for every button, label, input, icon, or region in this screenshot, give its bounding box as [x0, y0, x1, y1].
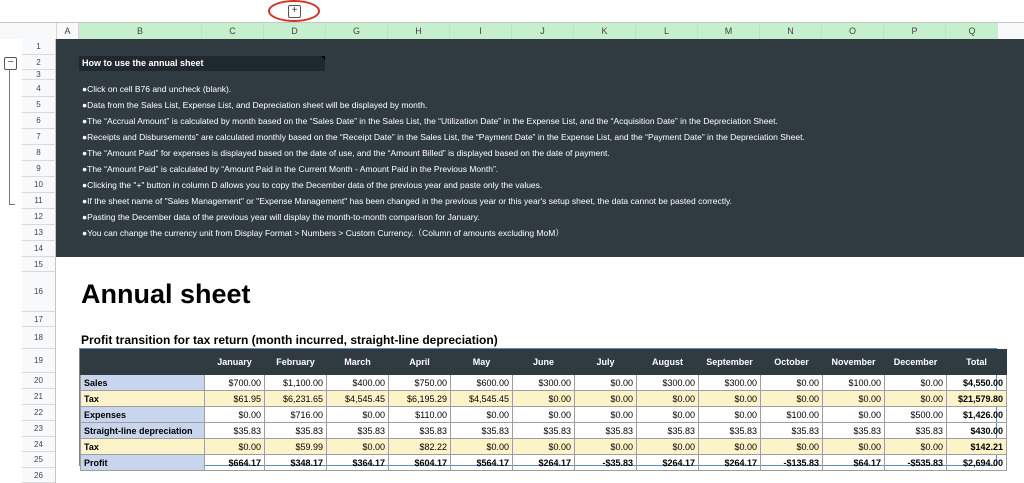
- table-cell[interactable]: $300.00: [699, 375, 761, 391]
- table-cell[interactable]: $0.00: [575, 407, 637, 423]
- group-bracket: [9, 69, 10, 204]
- table-cell[interactable]: $100.00: [761, 407, 823, 423]
- column-header-a[interactable]: A: [56, 23, 78, 39]
- table-cell[interactable]: $0.00: [637, 439, 699, 455]
- table-cell[interactable]: $600.00: [451, 375, 513, 391]
- table-cell[interactable]: $400.00: [327, 375, 389, 391]
- column-header-p[interactable]: P: [883, 23, 945, 39]
- table-row: [81, 423, 1007, 439]
- table-cell[interactable]: $0.00: [575, 439, 637, 455]
- table-cell[interactable]: $35.83: [761, 423, 823, 439]
- row-header-11[interactable]: 11: [22, 193, 55, 209]
- group-bracket-end: [9, 204, 15, 205]
- table-row: [81, 455, 1007, 471]
- column-header-l[interactable]: L: [635, 23, 697, 39]
- header-july: July: [575, 350, 637, 375]
- row-header-22[interactable]: 22: [22, 405, 55, 421]
- table-cell[interactable]: $0.00: [761, 439, 823, 455]
- row-header-4[interactable]: 4: [22, 80, 55, 97]
- table-cell[interactable]: $0.00: [451, 407, 513, 423]
- table-row: [81, 407, 1007, 423]
- column-header-i[interactable]: I: [449, 23, 511, 39]
- header-february: February: [265, 350, 327, 375]
- table-cell[interactable]: $6,195.29: [389, 391, 451, 407]
- row-header-15[interactable]: 15: [22, 257, 55, 272]
- row-label[interactable]: Profit: [81, 455, 205, 471]
- table-cell[interactable]: $0.00: [451, 439, 513, 455]
- header-march: March: [327, 350, 389, 375]
- expand-group-button[interactable]: +: [288, 5, 301, 18]
- header-october: October: [761, 350, 823, 375]
- table-cell[interactable]: $35.83: [389, 423, 451, 439]
- row-header-26[interactable]: 26: [22, 468, 55, 483]
- header-april: April: [389, 350, 451, 375]
- instruction-line: ●If the sheet name of "Sales Management" or "Expense Management" has been changed in the previous year or this year's setup sheet, the data cannot be pasted correctly.: [82, 196, 732, 206]
- column-header-h[interactable]: H: [387, 23, 449, 39]
- instruction-line: ●Data from the Sales List, Expense List, and Depreciation sheet will be displayed by month.: [82, 100, 428, 110]
- table-cell[interactable]: $59.99: [265, 439, 327, 455]
- row-header-8[interactable]: 8: [22, 145, 55, 161]
- row-label[interactable]: Expenses: [81, 407, 205, 423]
- table-cell[interactable]: $430.00: [947, 423, 1007, 439]
- table-cell[interactable]: $0.00: [575, 391, 637, 407]
- column-header-j[interactable]: J: [511, 23, 573, 39]
- header-september: September: [699, 350, 761, 375]
- table-cell[interactable]: $35.83: [513, 423, 575, 439]
- table-cell[interactable]: $604.17: [389, 455, 451, 471]
- table-cell[interactable]: $300.00: [637, 375, 699, 391]
- table-cell[interactable]: $142.21: [947, 439, 1007, 455]
- row-header-23[interactable]: 23: [22, 421, 55, 437]
- row-label[interactable]: Tax: [81, 439, 205, 455]
- table-cell[interactable]: $664.17: [205, 455, 265, 471]
- table-cell[interactable]: $264.17: [637, 455, 699, 471]
- column-header-k[interactable]: K: [573, 23, 635, 39]
- table-cell[interactable]: $61.95: [205, 391, 265, 407]
- note-indicator: [321, 56, 325, 60]
- table-cell[interactable]: $35.83: [265, 423, 327, 439]
- row-group-gutter: [0, 39, 22, 483]
- table-cell[interactable]: $1,426.00: [947, 407, 1007, 423]
- profit-table: [80, 349, 1007, 471]
- column-header-n[interactable]: N: [759, 23, 821, 39]
- table-row: [81, 439, 1007, 455]
- table-cell[interactable]: $0.00: [513, 439, 575, 455]
- row-header-16[interactable]: 16: [22, 272, 55, 312]
- table-cell[interactable]: $0.00: [637, 391, 699, 407]
- table-cell[interactable]: $35.83: [451, 423, 513, 439]
- table-cell[interactable]: $0.00: [575, 375, 637, 391]
- row-header-19[interactable]: 19: [22, 349, 55, 373]
- header-december: December: [885, 350, 947, 375]
- table-cell[interactable]: $0.00: [699, 439, 761, 455]
- table-cell[interactable]: $35.83: [885, 423, 947, 439]
- row-header-10[interactable]: 10: [22, 177, 55, 193]
- header-august: August: [637, 350, 699, 375]
- column-header-d[interactable]: D: [263, 23, 325, 39]
- table-cell[interactable]: $264.17: [513, 455, 575, 471]
- table-cell[interactable]: $35.83: [699, 423, 761, 439]
- table-cell[interactable]: $82.22: [389, 439, 451, 455]
- toolbar-strip: [0, 0, 1024, 22]
- row-header-1[interactable]: 1: [22, 39, 55, 55]
- table-cell[interactable]: $35.83: [327, 423, 389, 439]
- row-header-2[interactable]: 2: [22, 55, 55, 70]
- row-header-12[interactable]: 12: [22, 209, 55, 225]
- table-cell[interactable]: $0.00: [761, 391, 823, 407]
- table-cell[interactable]: $6,231.65: [265, 391, 327, 407]
- table-cell[interactable]: $0.00: [513, 407, 575, 423]
- instruction-line: ●The “Accrual Amount” is calculated by month based on the “Sales Date” in the Sales List, the “Utilization Date” in the Expense List, and the “Acquisition Date” in the Depreciation Sheet.: [82, 116, 778, 126]
- table-cell[interactable]: $716.00: [265, 407, 327, 423]
- table-cell[interactable]: $110.00: [389, 407, 451, 423]
- row-header-18[interactable]: 18: [22, 327, 55, 349]
- table-cell[interactable]: $4,545.45: [451, 391, 513, 407]
- header-november: November: [823, 350, 885, 375]
- table-cell[interactable]: $4,545.45: [327, 391, 389, 407]
- table-row: [81, 391, 1007, 407]
- table-cell[interactable]: $64.17: [823, 455, 885, 471]
- row-header-25[interactable]: 25: [22, 452, 55, 468]
- table-cell[interactable]: $0.00: [205, 407, 265, 423]
- table-cell[interactable]: $21,579.80: [947, 391, 1007, 407]
- table-cell[interactable]: $300.00: [513, 375, 575, 391]
- table-cell[interactable]: $0.00: [699, 391, 761, 407]
- table-cell[interactable]: $700.00: [205, 375, 265, 391]
- table-cell[interactable]: $0.00: [885, 439, 947, 455]
- row-header-9[interactable]: 9: [22, 161, 55, 177]
- table-cell[interactable]: $750.00: [389, 375, 451, 391]
- table-cell[interactable]: $35.83: [205, 423, 265, 439]
- table-cell[interactable]: $0.00: [823, 439, 885, 455]
- header-total: Total: [947, 350, 1007, 375]
- table-cell[interactable]: $0.00: [885, 375, 947, 391]
- table-cell[interactable]: $0.00: [699, 407, 761, 423]
- collapse-group-button[interactable]: −: [4, 57, 17, 70]
- instruction-line: ●The “Amount Paid” is calculated by “Amount Paid in the Current Month - Amount Paid in the Previous Month”.: [82, 164, 499, 174]
- table-cell[interactable]: $35.83: [637, 423, 699, 439]
- row-header-6[interactable]: 6: [22, 113, 55, 129]
- row-header-13[interactable]: 13: [22, 225, 55, 241]
- instruction-line: ●Clicking the "+" button in column D allows you to copy the December data of the previous year and paste only the values.: [82, 180, 543, 190]
- table-cell[interactable]: $364.17: [327, 455, 389, 471]
- instruction-line: ●You can change the currency unit from Display Format > Numbers > Custom Currency.（Column of amounts excluding MoM）: [82, 228, 564, 238]
- column-header-o[interactable]: O: [821, 23, 883, 39]
- table-cell[interactable]: $35.83: [575, 423, 637, 439]
- header-january: January: [205, 350, 265, 375]
- table-cell[interactable]: $264.17: [699, 455, 761, 471]
- table-cell[interactable]: $0.00: [823, 407, 885, 423]
- page-title: Annual sheet: [81, 279, 251, 309]
- instruction-line: ●Pasting the December data of the previous year will display the month-to-month comparison for January.: [82, 212, 480, 222]
- table-cell[interactable]: $0.00: [327, 439, 389, 455]
- row-header-20[interactable]: 20: [22, 373, 55, 389]
- table-cell[interactable]: $2,694.00: [947, 455, 1007, 471]
- header-blank: [81, 350, 205, 375]
- table-cell[interactable]: $564.17: [451, 455, 513, 471]
- howto-heading[interactable]: How to use the annual sheet: [79, 56, 325, 71]
- header-june: June: [513, 350, 575, 375]
- table-cell[interactable]: -$135.83: [761, 455, 823, 471]
- row-header-14[interactable]: 14: [22, 241, 55, 257]
- table-cell[interactable]: -$35.83: [575, 455, 637, 471]
- table-cell[interactable]: $0.00: [513, 391, 575, 407]
- table-header-row: [81, 350, 1007, 375]
- table-row: [81, 375, 1007, 391]
- header-may: May: [451, 350, 513, 375]
- table-cell[interactable]: $500.00: [885, 407, 947, 423]
- row-header-24[interactable]: 24: [22, 437, 55, 452]
- table-subtitle: Profit transition for tax return (month incurred, straight-line depreciation): [81, 333, 498, 347]
- table-cell[interactable]: $35.83: [823, 423, 885, 439]
- instruction-line: ●Click on cell B76 and uncheck (blank).: [82, 84, 232, 94]
- table-cell[interactable]: $4,550.00: [947, 375, 1007, 391]
- column-header-g[interactable]: G: [325, 23, 387, 39]
- row-header-3[interactable]: 3: [22, 70, 55, 80]
- column-header-m[interactable]: M: [697, 23, 759, 39]
- instruction-line: ●Receipts and Disbursements” are calculated monthly based on the “Receipt Date” in the Sales List, the “Payment Date” in the Expense List, and the “Payment Date” in the Depreciation Sheet.: [82, 132, 805, 142]
- table-cell[interactable]: $0.00: [823, 391, 885, 407]
- table-cell[interactable]: $100.00: [823, 375, 885, 391]
- row-header-7[interactable]: 7: [22, 129, 55, 145]
- table-cell[interactable]: $0.00: [885, 391, 947, 407]
- column-header-b[interactable]: B: [78, 23, 201, 39]
- table-cell[interactable]: $0.00: [205, 439, 265, 455]
- table-cell[interactable]: $0.00: [327, 407, 389, 423]
- column-header-q[interactable]: Q: [945, 23, 998, 39]
- table-cell[interactable]: $1,100.00: [265, 375, 327, 391]
- row-header-21[interactable]: 21: [22, 389, 55, 405]
- instruction-line: ●The “Amount Paid” for expenses is displayed based on the date of use, and the “Amount Billed” is displayed based on the date of payment.: [82, 148, 610, 158]
- row-header-17[interactable]: 17: [22, 312, 55, 327]
- row-label[interactable]: Straight-line depreciation: [81, 423, 205, 439]
- table-cell[interactable]: $0.00: [761, 375, 823, 391]
- row-label[interactable]: Tax: [81, 391, 205, 407]
- row-label[interactable]: Sales: [81, 375, 205, 391]
- table-cell[interactable]: $348.17: [265, 455, 327, 471]
- column-header-c[interactable]: C: [201, 23, 263, 39]
- row-header-5[interactable]: 5: [22, 97, 55, 113]
- table-cell[interactable]: -$535.83: [885, 455, 947, 471]
- table-cell[interactable]: $0.00: [637, 407, 699, 423]
